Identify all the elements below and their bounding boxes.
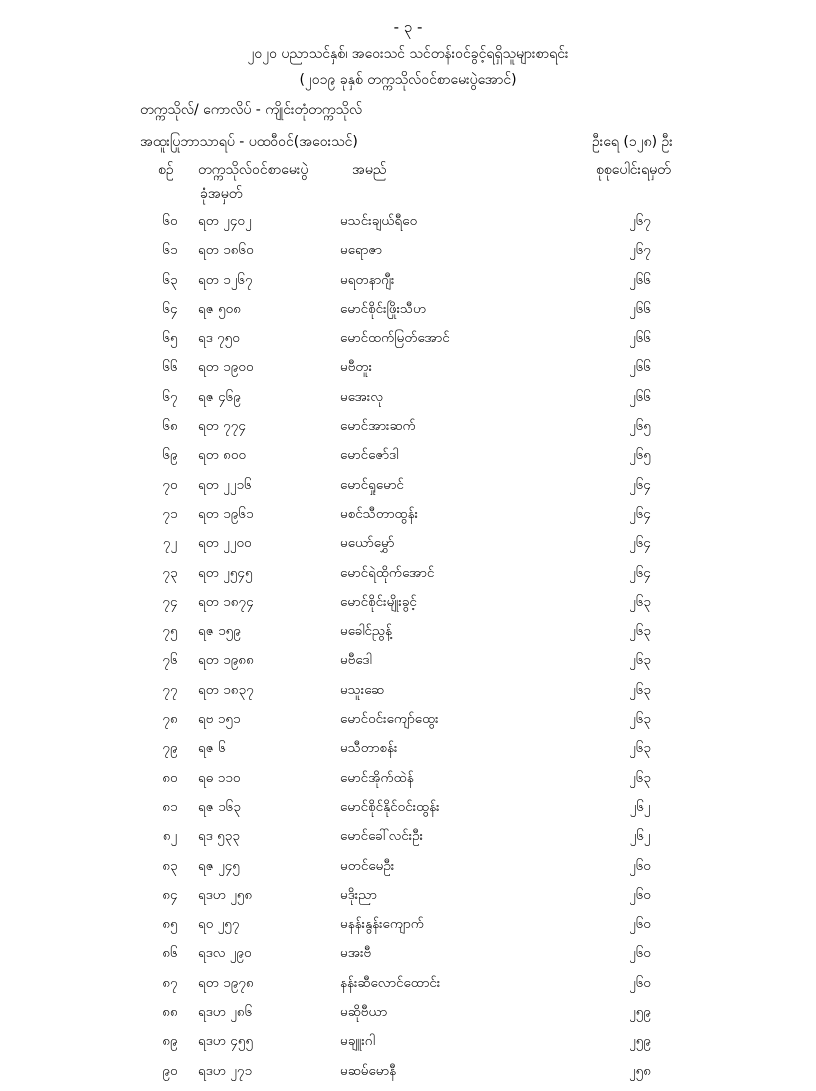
table-row <box>0 358 816 387</box>
name-cell: မောင်စိုင်းဖြိုးသီဟ <box>340 300 427 317</box>
marks-cell: ၂၆၃ <box>629 681 651 698</box>
exam-roll-cell: ရတ ၂၄၀၂ <box>198 213 252 229</box>
marks-cell: ၂၆၆ <box>629 271 651 288</box>
serial-cell: ၈၂ <box>162 828 178 845</box>
name-cell: မောင်ဇော်ဒါ <box>340 447 399 464</box>
serial-cell: ၇၀ <box>162 476 178 493</box>
table-row <box>0 446 816 475</box>
serial-cell: ၇၁ <box>162 505 178 522</box>
name-cell: မဆမ်မောနီ <box>340 1062 397 1079</box>
exam-roll-cell: ရဇ ၄၆၉ <box>198 388 241 405</box>
table-row <box>0 886 816 915</box>
table-row <box>0 1032 816 1061</box>
marks-cell: ၂၆၄ <box>629 564 651 581</box>
name-cell: မချူးဂါ <box>340 1033 375 1050</box>
exam-roll-cell: ရဇ ၅၀၈ <box>198 300 241 317</box>
name-cell: မောင်ဝင်းကျော်ထွေး <box>340 711 439 728</box>
table-row <box>0 710 816 739</box>
exam-roll-cell: ရဗ ၁၅၁ <box>198 711 241 728</box>
university-line: တက္ကသိုလ်/ ကောလိပ် - ကျိုင်းတုံတက္ကသိုလ် <box>140 102 363 118</box>
marks-cell: ၂၅၉ <box>629 1004 651 1021</box>
marks-cell: ၂၆၄ <box>629 535 651 552</box>
marks-cell: ၂၆၂ <box>629 798 651 815</box>
exam-roll-cell: ရတ ၁၉၀၀ <box>198 359 254 376</box>
table-row <box>0 212 816 241</box>
serial-cell: ၈၄ <box>162 886 178 903</box>
marks-cell: ၂၆၅ <box>629 447 651 464</box>
exam-roll-cell: ရတ ၁၉၆၁ <box>198 505 254 522</box>
name-cell: မခေါင်ညွန့် <box>340 623 392 640</box>
table-row <box>0 329 816 358</box>
name-cell: မနန်းနွန်းကျောက် <box>340 916 424 933</box>
exam-roll-cell: ရတ ၈၀၀ <box>198 447 247 464</box>
header-exam-roll-line1: တက္ကသိုလ်ဝင်စာမေးပွဲ <box>198 162 309 178</box>
exam-roll-cell: ရတ ၁၈၇၄ <box>198 593 254 610</box>
marks-cell: ၂၅၈ <box>629 1062 651 1079</box>
name-cell: မတင်မေဦး <box>340 857 395 874</box>
name-cell: မောင်ခေါ်လင်းဦး <box>340 828 424 845</box>
serial-cell: ၇၄ <box>162 593 178 610</box>
header-exam-roll-line2: ခုံအမှတ် <box>200 186 243 202</box>
marks-cell: ၂၆၄ <box>629 505 651 522</box>
name-cell: မဗီဒေါ <box>340 652 372 669</box>
serial-cell: ၆၅ <box>162 330 178 347</box>
table-row <box>0 944 816 973</box>
marks-cell: ၂၆၇ <box>629 213 651 229</box>
serial-cell: ၇၂ <box>162 535 178 552</box>
table-row <box>0 534 816 563</box>
table-row <box>0 300 816 329</box>
exam-roll-cell: ရဝ ၂၅၇ <box>198 916 240 933</box>
exam-roll-cell: ရဒဟ ၂၅၈ <box>198 886 253 903</box>
serial-cell: ၇၃ <box>162 564 178 581</box>
header-name: အမည် <box>352 162 387 178</box>
name-cell: မောင်စိုင်းမျိုးခွင့် <box>340 593 417 610</box>
marks-cell: ၂၆၀ <box>629 974 651 991</box>
table-row <box>0 857 816 886</box>
name-cell: မသီတာစန်း <box>340 740 398 757</box>
exam-roll-cell: ရဒဟ ၂၈၆ <box>198 1004 253 1021</box>
serial-cell: ၈၉ <box>162 1033 178 1050</box>
marks-cell: ၂၆၆ <box>629 359 651 376</box>
exam-roll-cell: ရဇ ၁၆၃ <box>198 798 241 815</box>
serial-cell: ၈၀ <box>162 769 178 786</box>
serial-cell: ၆၈ <box>162 418 178 435</box>
marks-cell: ၂၆၀ <box>629 857 651 874</box>
exam-roll-cell: ရတ ၁၈၃၇ <box>198 681 254 698</box>
exam-roll-cell: ရတ ၂၂၁၆ <box>198 476 252 493</box>
serial-cell: ၇၅ <box>162 623 178 640</box>
name-cell: မောင်ရဲထိုက်အောင် <box>340 564 435 581</box>
serial-cell: ၇၇ <box>162 681 178 698</box>
serial-cell: ၈၈ <box>162 1004 178 1021</box>
name-cell: မောင်အိုက်ထဲန် <box>340 769 414 786</box>
marks-cell: ၂၆၀ <box>629 916 651 933</box>
marks-cell: ၂၆၃ <box>629 769 651 786</box>
name-cell: မောင်အားဆက် <box>340 418 416 435</box>
name-cell: မဗီတူး <box>340 359 372 376</box>
serial-cell: ၇၉ <box>162 740 178 757</box>
marks-cell: ၂၆၃ <box>629 740 651 757</box>
name-cell: မသင်းချယ်ရီဝေ <box>340 213 418 229</box>
exam-roll-cell: ရဒလ ၂၉၀ <box>198 945 252 962</box>
table-row <box>0 769 816 798</box>
name-cell: မယော်မွှော် <box>340 535 395 552</box>
exam-roll-cell: ရတ ၂၂၀၀ <box>198 535 252 552</box>
marks-cell: ၂၆၃ <box>629 593 651 610</box>
name-cell: မောင်ရှုမောင် <box>340 476 404 493</box>
table-row <box>0 1062 816 1091</box>
marks-cell: ၂၆၃ <box>629 711 651 728</box>
marks-cell: ၂၆၀ <box>629 945 651 962</box>
name-cell: မောင်ထက်မြတ်အောင် <box>340 330 450 347</box>
serial-cell: ၈၆ <box>162 945 178 962</box>
table-row <box>0 915 816 944</box>
marks-cell: ၂၆၅ <box>629 418 651 435</box>
marks-cell: ၂၆၆ <box>629 300 651 317</box>
serial-cell: ၇၆ <box>162 652 178 669</box>
exam-roll-cell: ရဒဟ ၄၅၅ <box>198 1033 254 1050</box>
serial-cell: ၆၁ <box>162 242 178 259</box>
table-row <box>0 798 816 827</box>
serial-cell: ၆၃ <box>162 271 178 288</box>
name-cell: မသူးဆေ <box>340 681 385 698</box>
exam-roll-cell: ရဒဟ ၂၇၁ <box>198 1062 253 1079</box>
serial-cell: ၆၉ <box>162 447 178 464</box>
exam-roll-cell: ရတ ၁၈၆၀ <box>198 242 254 259</box>
table-row <box>0 476 816 505</box>
exam-roll-cell: ရဓ ၁၁၀ <box>198 769 241 786</box>
exam-roll-cell: ရတ ၇၇၄ <box>198 418 246 435</box>
exam-roll-cell: ရဒ ၅၃၃ <box>198 828 240 845</box>
subject-line: အထူးပြုဘာသာရပ် - ပထဝီဝင်(အဝေးသင်) <box>140 134 358 150</box>
exam-roll-cell: ရတ ၂၅၄၅ <box>198 564 253 581</box>
serial-cell: ၆၇ <box>162 388 178 405</box>
table-row <box>0 271 816 300</box>
serial-cell: ၈၃ <box>162 857 178 874</box>
marks-cell: ၂၆၃ <box>629 623 651 640</box>
name-cell: မအးဗီ <box>340 945 372 962</box>
name-cell: မဒိုးညာ <box>340 886 377 903</box>
header-serial: စဉ် <box>158 162 174 178</box>
serial-cell: ၇၈ <box>162 711 178 728</box>
marks-cell: ၂၆၃ <box>629 652 651 669</box>
table-row <box>0 388 816 417</box>
exam-roll-cell: ရဇ ၁၅၉ <box>198 623 241 640</box>
document-subtitle: (၂၀၁၉ ခုနှစ် တက္ကသိုလ်ဝင်စာမေးပွဲအောင်) <box>299 72 517 88</box>
exam-roll-cell: ရဒ ၇၅၀ <box>198 330 240 347</box>
table-row <box>0 622 816 651</box>
marks-cell: ၂၆၀ <box>629 886 651 903</box>
table-row <box>0 974 816 1003</box>
table-row <box>0 564 816 593</box>
exam-roll-cell: ရတ ၁၉၈၈ <box>198 652 254 669</box>
table-row <box>0 593 816 622</box>
table-row <box>0 827 816 856</box>
name-cell: မရောဇာ <box>340 242 382 259</box>
serial-cell: ၈၅ <box>162 916 178 933</box>
page-number: - ၃ - <box>393 18 423 36</box>
marks-cell: ၂၆၆ <box>629 330 651 347</box>
marks-cell: ၂၅၉ <box>629 1033 651 1050</box>
document-title: ၂၀၂၀ ပညာသင်နှစ်၊ အဝေးသင် သင်တန်းဝင်ခွင့်ရရှိသူများစာရင်း <box>247 46 569 62</box>
serial-cell: ၉၀ <box>162 1062 178 1079</box>
table-row <box>0 1003 816 1032</box>
exam-roll-cell: ရဇ ၂၄၅ <box>198 857 240 874</box>
student-list <box>0 212 816 1091</box>
marks-cell: ၂၆၆ <box>629 388 651 405</box>
exam-roll-cell: ရတ ၁၉၇၈ <box>198 974 254 991</box>
table-row <box>0 651 816 680</box>
table-row <box>0 505 816 534</box>
name-cell: မစင်သီတာထွန်း <box>340 505 419 522</box>
serial-cell: ၆၄ <box>162 300 178 317</box>
name-cell: မဆိုဗီယာ <box>340 1004 388 1021</box>
exam-roll-cell: ရဇ ၆ <box>198 740 226 757</box>
marks-cell: ၂၆၂ <box>629 828 651 845</box>
serial-cell: ၈၇ <box>162 974 178 991</box>
marks-cell: ၂၆၇ <box>629 242 651 259</box>
marks-cell: ၂၆၄ <box>629 476 651 493</box>
serial-cell: ၆၀ <box>162 213 178 229</box>
table-row <box>0 417 816 446</box>
name-cell: မရတနာဂျီး <box>340 271 395 288</box>
table-row <box>0 739 816 768</box>
name-cell: မအေးလု <box>340 388 383 405</box>
student-count: ဦးရေ (၁၂၈) ဦး <box>592 134 673 150</box>
header-total-marks: စုစုပေါင်းရမှတ် <box>596 162 671 178</box>
serial-cell: ၆၆ <box>162 359 178 376</box>
name-cell: နန်းဆီလောင်ထောင်း <box>340 974 441 991</box>
table-row <box>0 241 816 270</box>
serial-cell: ၈၁ <box>162 798 178 815</box>
name-cell: မောင်စိုင်နိုင်ဝင်းထွန်း <box>340 798 440 815</box>
table-row <box>0 681 816 710</box>
exam-roll-cell: ရတ ၁၂၆၇ <box>198 271 253 288</box>
